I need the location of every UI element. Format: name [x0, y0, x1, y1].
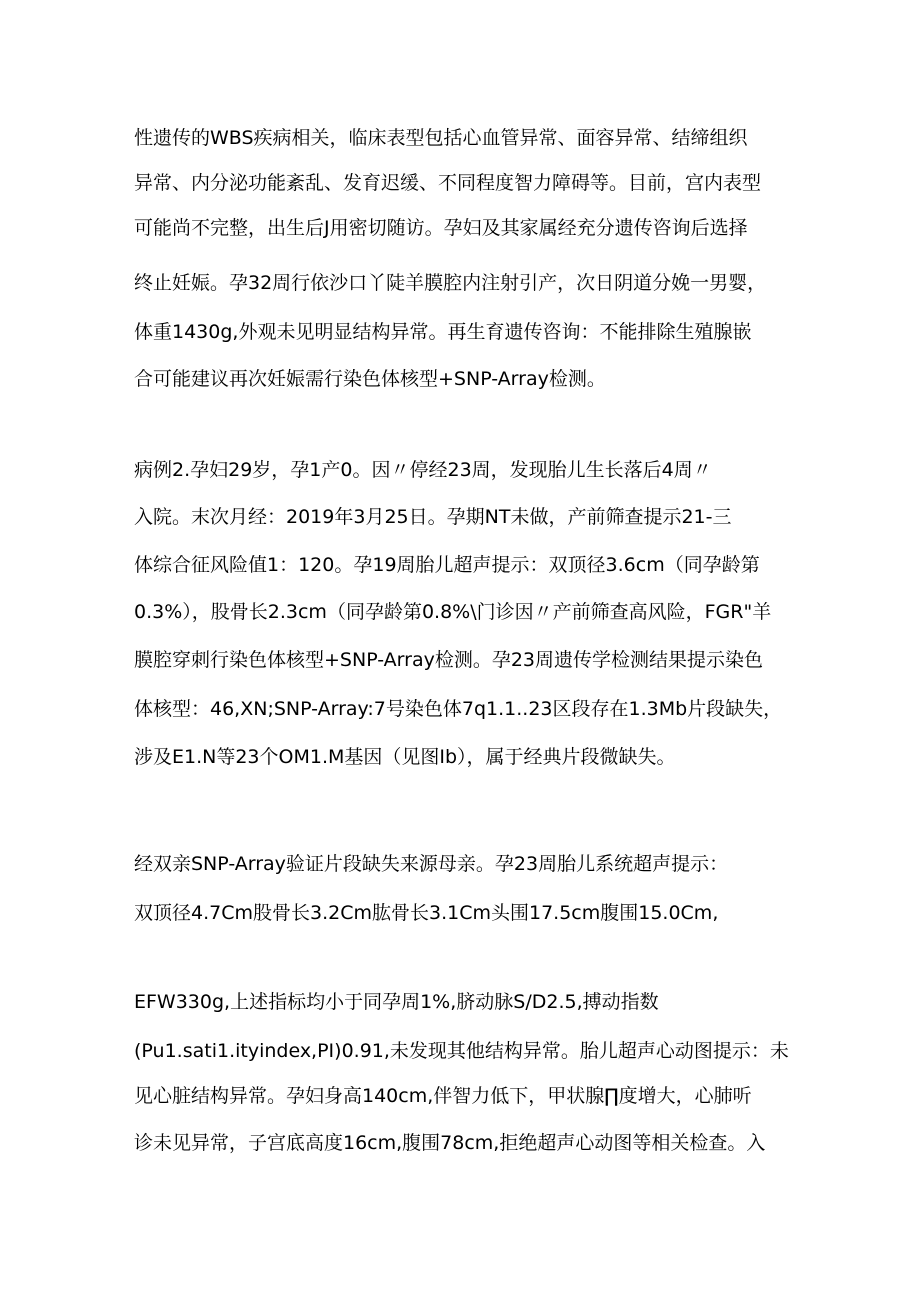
text-line: 体核型：46,XN;SNP-Array:7号染色体7q1.1..23区段存在1.3Mb片段缺失，: [134, 698, 783, 720]
text-line: 性遗传的WBS疾病相关，临床表型包括心血管异常、面容异常、结缔组织: [134, 127, 748, 149]
text-line: 0.3%），股骨长2.3cm（同孕龄第0.8%\门诊因〃产前筛查高风险，FGR"羊: [134, 601, 772, 623]
text-line: 合可能建议再次妊娠需行染色体核型+SNP-Array检测。: [134, 368, 606, 390]
text-line: 涉及E1.N等23个OM1.M基因（见图Ib），属于经典片段微缺失。: [134, 746, 676, 768]
text-line: 诊未见异常，子宫底高度16cm,腹围78cm,拒绝超声心动图等相关检查。入: [134, 1132, 766, 1154]
text-line: (Pu1.sati1.ityindex,PI)0.91,未发现其他结构异常。胎儿超声心动图提示：未: [134, 1040, 789, 1062]
text-line: 入院。末次月经：2019年3月25日。孕期NT未做，产前筛查提示21-三: [134, 506, 732, 528]
text-line: 异常、内分泌功能紊乱、发育迟缓、不同程度智力障碍等。目前，宫内表型: [134, 172, 762, 194]
text-line: EFW330g,上述指标均小于同孕周1%,脐动脉S/D2.5,搏动指数: [134, 991, 659, 1013]
text-line: 双顶径4.7Cm股骨长3.2Cm肱骨长3.1Cm头围17.5cm腹围15.0Cm,: [134, 902, 719, 924]
text-line: 经双亲SNP-Array验证片段缺失来源母亲。孕23周胎儿系统超声提示：: [134, 853, 729, 875]
text-line: 体综合征风险值1：120。孕19周胎儿超声提示：双顶径3.6cm（同孕龄第: [134, 554, 760, 576]
text-line: 病例2.孕妇29岁，孕1产0。因〃停经23周，发现胎儿生长落后4周〃: [134, 459, 712, 481]
text-line: 见心脏结构异常。孕妇身高140cm,伴智力低下，甲状腺∏度增大，心肺听: [134, 1085, 752, 1107]
text-line: 可能尚不完整，出生后J用密切随访。孕妇及其家属经充分遗传咨询后选择: [134, 217, 748, 239]
text-line: 膜腔穿刺行染色体核型+SNP-Array检测。孕23周遗传学检测结果提示染色: [134, 649, 764, 671]
text-line: 体重1430g,外观未见明显结构异常。再生育遗传咨询：不能排除生殖腺嵌: [134, 321, 752, 343]
text-line: 终止妊娠。孕32周行依沙口丫陡羊膜腔内注射引产，次日阴道分娩一男婴，: [134, 272, 767, 294]
